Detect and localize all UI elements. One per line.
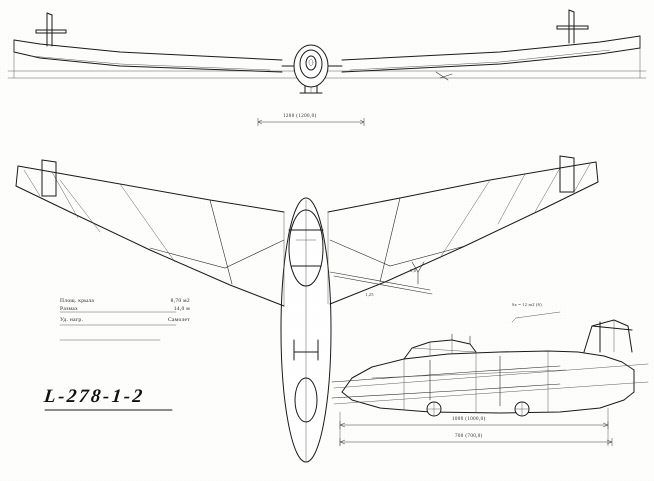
fuselage-dimension-text: 700 (700,0) [455, 434, 483, 439]
length-dimension-text: 1000 (1000,0) [452, 417, 486, 422]
front-view [8, 10, 646, 126]
spec-row [60, 317, 190, 323]
spec-label: Размах [60, 306, 79, 312]
spec-table [60, 298, 190, 325]
spec-value: Самолет [168, 317, 190, 323]
drawing-designation: L-278-1-2 [42, 386, 146, 407]
wing-note-text: 1,25 [365, 292, 374, 297]
tail-note-text: Sz = 12 m2 (6) [512, 302, 542, 307]
spec-row [60, 306, 190, 312]
span-dimension-text: 1200 (1200,0) [283, 114, 317, 119]
spec-value: 8,70 м2 [170, 298, 190, 304]
spec-row [60, 298, 190, 304]
root-note-text: 8,0 [410, 268, 417, 273]
spec-label: Уд. нагр. [60, 317, 84, 323]
spec-value: 14,0 м [173, 306, 190, 312]
side-view [332, 312, 648, 446]
spec-label: Площ. крыла [60, 298, 95, 304]
